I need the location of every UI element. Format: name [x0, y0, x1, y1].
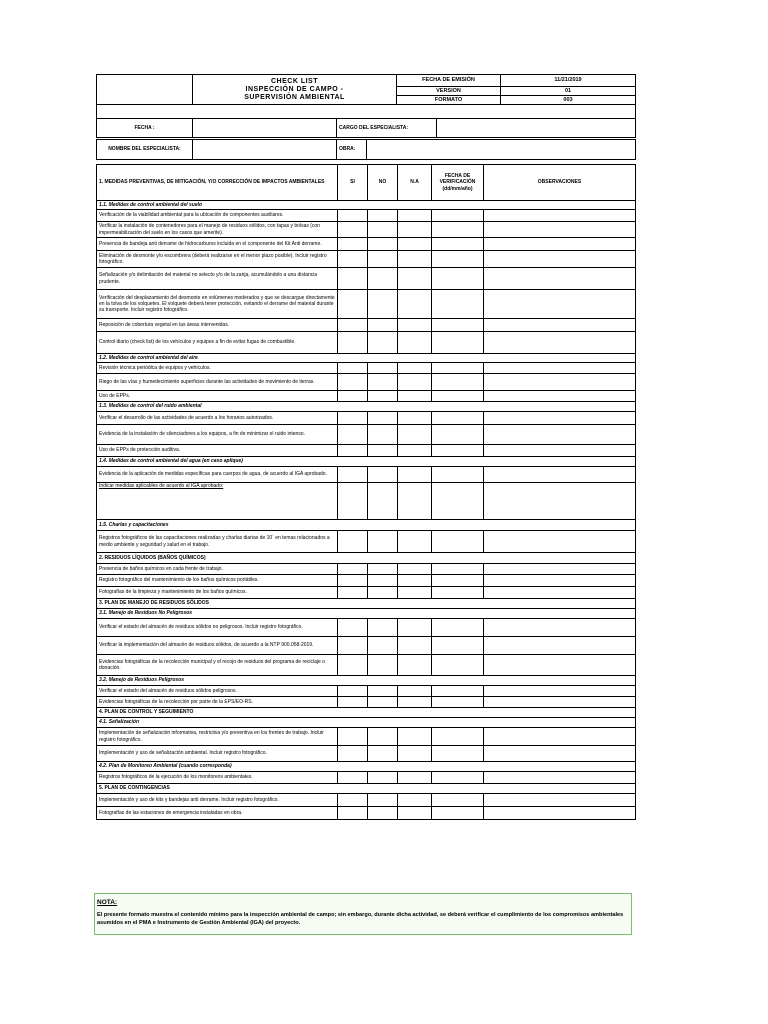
si-cell[interactable] — [338, 238, 368, 251]
checklist-item-label: Registro fotográfico del mantenimiento de los baños químicos portátiles. — [97, 575, 338, 587]
checklist-item-row — [97, 467, 636, 483]
na-cell[interactable] — [398, 332, 432, 354]
na-cell[interactable] — [398, 575, 432, 587]
checklist-item-label: Fotografías de las estaciones de emergencia instaladas en obra. — [97, 807, 338, 820]
fecha-cell[interactable] — [432, 697, 484, 708]
fecha-label: FECHA : — [97, 119, 193, 138]
checklist-item-label: Verificar el desarrollo de las actividades de acuerdo a los horarios autorizados. — [97, 412, 338, 425]
cargo-label: CARGO DEL ESPECIALISTA: — [337, 119, 437, 138]
fecha-cell[interactable] — [432, 794, 484, 807]
section-heading-row — [97, 708, 636, 718]
no-cell[interactable] — [368, 564, 398, 575]
checklist-item-row — [97, 332, 636, 354]
na-cell[interactable] — [398, 746, 432, 762]
column-fecha: FECHA DE VERIFICACIÓN (dd/mm/año) — [432, 165, 484, 201]
checklist-item-label: Uso de EPPs de protección auditiva. — [97, 445, 338, 457]
checklist-item-row — [97, 575, 636, 587]
si-cell[interactable] — [338, 412, 368, 425]
header-spacer — [97, 105, 636, 119]
section-heading: 4. PLAN DE CONTROL Y SEGUIMIENTO — [97, 708, 636, 718]
checklist-item-row — [97, 564, 636, 575]
no-cell[interactable] — [368, 222, 398, 238]
checklist-item-label: Señalización y/o delimitación del material no selecto y/o de la zanja, acumulándolo a una distancia prudente. — [97, 268, 338, 290]
si-cell[interactable] — [338, 655, 368, 676]
checklist-item-row — [97, 374, 636, 391]
na-cell[interactable] — [398, 374, 432, 391]
checklist-item-label: Control diario (check list) de los vehículos y equipos a fin de evitar fugas de combustible. — [97, 332, 338, 354]
observaciones-cell[interactable] — [484, 290, 636, 319]
no-cell[interactable] — [368, 746, 398, 762]
no-cell[interactable] — [368, 374, 398, 391]
checklist-item-row — [97, 619, 636, 637]
no-cell[interactable] — [368, 807, 398, 820]
section-heading-row — [97, 599, 636, 609]
subsection-heading: 1.4. Medidas de control ambiental del agua (en caso aplique) — [97, 457, 636, 467]
na-cell[interactable] — [398, 445, 432, 457]
subsection-heading-row — [97, 718, 636, 728]
subsection-heading-row — [97, 402, 636, 412]
no-cell[interactable] — [368, 587, 398, 599]
observaciones-cell[interactable] — [484, 772, 636, 784]
meta-label-emision: FECHA DE EMISIÓN — [397, 75, 501, 87]
observaciones-cell[interactable] — [484, 425, 636, 445]
si-cell[interactable] — [338, 210, 368, 222]
na-cell[interactable] — [398, 467, 432, 483]
subsection-heading-row — [97, 609, 636, 619]
checklist-item-label: Registros fotográficos de las capacitaciones realizadas y charlas diarias de 10´ en temas relacionados a medio ambiente y seguridad y salud en el trabajo. — [97, 531, 338, 553]
observaciones-cell[interactable] — [484, 210, 636, 222]
checklist-item-label: Indicar medidas aplicables de acuerdo al IGA aprobado: — [97, 483, 338, 520]
note-title: NOTA: — [97, 899, 118, 906]
checklist-item-label: Registros fotográficos de la ejecución de los monitoreos ambientales. — [97, 772, 338, 784]
si-cell[interactable] — [338, 794, 368, 807]
checklist-item-label: Reposición de cobertura vegetal en las áreas intervenidas. — [97, 319, 338, 332]
checklist-item-label: Presencia de bandeja anti derrame de hidrocarburos incluida en el componente del Kit Anti derrame. — [97, 238, 338, 251]
subsection-heading-row — [97, 676, 636, 686]
checklist-item-label: Verificar la instalación de contenedores para el manejo de residuos sólidos, con tapas y bolsas (con impermeabilización del suelo en los casos que amerite). — [97, 222, 338, 238]
no-cell[interactable] — [368, 412, 398, 425]
checklist-item-label: Evidencia de la aplicación de medidas específicas para cuerpos de agua, de acuerdo al IGA aprobado. — [97, 467, 338, 483]
checklist-item-row — [97, 531, 636, 553]
checklist-item-row — [97, 222, 636, 238]
si-cell[interactable] — [338, 531, 368, 553]
si-cell[interactable] — [338, 391, 368, 402]
subsection-heading: 1.5. Charlas y capacitaciones — [97, 520, 636, 531]
observaciones-cell[interactable] — [484, 619, 636, 637]
si-cell[interactable] — [338, 363, 368, 374]
meta-label-formato: FORMATO — [397, 96, 501, 105]
si-cell[interactable] — [338, 587, 368, 599]
observaciones-cell[interactable] — [484, 238, 636, 251]
observaciones-cell[interactable] — [484, 363, 636, 374]
observaciones-cell[interactable] — [484, 467, 636, 483]
checklist-item-label: Verificación del desplazamiento del desmonte en volúmenes moderados y que se descargue directamente en la tolva de los volquetes. El volquete deberá tener protección, evitando el derrame del material durante su transporte. Incluir registro fotográfico. — [97, 290, 338, 319]
checklist-item-row — [97, 290, 636, 319]
fecha-cell[interactable] — [432, 222, 484, 238]
na-cell[interactable] — [398, 697, 432, 708]
subsection-heading: 1.3. Medidas de control del ruido ambiental — [97, 402, 636, 412]
info-row-fecha — [96, 118, 636, 138]
si-cell[interactable] — [338, 637, 368, 655]
checklist-item-row — [97, 772, 636, 784]
subsection-heading-row — [97, 520, 636, 531]
fecha-cell[interactable] — [432, 575, 484, 587]
checklist-item-label: Eliminación de desmonte y/o escombrera (deberá realizarse en el menor plazo posible). Incluir registro fotográfico. — [97, 251, 338, 268]
column-no: NO — [368, 165, 398, 201]
subsection-heading-row — [97, 762, 636, 772]
observaciones-cell[interactable] — [484, 587, 636, 599]
subsection-heading: 1.1. Medidas de control ambiental del suelo — [97, 201, 636, 210]
subsection-heading: 1.2. Medidas de control ambiental del aire — [97, 354, 636, 363]
checklist-item-row — [97, 210, 636, 222]
checklist-item-row — [97, 268, 636, 290]
fecha-cell[interactable] — [432, 425, 484, 445]
checklist-item-row — [97, 728, 636, 746]
na-cell[interactable] — [398, 637, 432, 655]
fecha-cell[interactable] — [432, 467, 484, 483]
cargo-field[interactable] — [437, 119, 636, 138]
fecha-cell[interactable] — [432, 483, 484, 520]
no-cell[interactable] — [368, 697, 398, 708]
si-cell[interactable] — [338, 290, 368, 319]
fecha-cell[interactable] — [432, 619, 484, 637]
no-cell[interactable] — [368, 391, 398, 402]
si-cell[interactable] — [338, 445, 368, 457]
checklist-item-row — [97, 794, 636, 807]
na-cell[interactable] — [398, 363, 432, 374]
column-na: N.A — [398, 165, 432, 201]
si-cell[interactable] — [338, 575, 368, 587]
si-cell[interactable] — [338, 746, 368, 762]
no-cell[interactable] — [368, 290, 398, 319]
fecha-cell[interactable] — [432, 412, 484, 425]
no-cell[interactable] — [368, 794, 398, 807]
observaciones-cell[interactable] — [484, 746, 636, 762]
checklist-item-row — [97, 363, 636, 374]
checklist-item-row — [97, 746, 636, 762]
si-cell[interactable] — [338, 251, 368, 268]
fecha-cell[interactable] — [432, 374, 484, 391]
na-cell[interactable] — [398, 794, 432, 807]
column-header-row — [97, 165, 636, 201]
observaciones-cell[interactable] — [484, 531, 636, 553]
observaciones-cell[interactable] — [484, 319, 636, 332]
no-cell[interactable] — [368, 575, 398, 587]
title-line-2: INSPECCIÓN DE CAMPO - — [245, 85, 344, 93]
subsection-heading: 3.2. Manejo de Residuos Peligrosos — [97, 676, 636, 686]
no-cell[interactable] — [368, 483, 398, 520]
meta-value-emision: 11/21/2019 — [501, 75, 636, 87]
si-cell[interactable] — [338, 728, 368, 746]
fecha-cell[interactable] — [432, 728, 484, 746]
document-title — [193, 75, 397, 105]
checklist-table — [96, 164, 636, 820]
fecha-field[interactable] — [193, 119, 337, 138]
section-heading: 5. PLAN DE CONTINGENCIAS — [97, 784, 636, 794]
checklist-item-label: Verificar el estado del almacén de residuos sólidos no peligrosos. Incluir registro fotográfico. — [97, 619, 338, 637]
note-box — [94, 893, 632, 935]
checklist-item-row — [97, 655, 636, 676]
observaciones-cell[interactable] — [484, 251, 636, 268]
checklist-item-row — [97, 412, 636, 425]
fecha-cell[interactable] — [432, 772, 484, 784]
na-cell[interactable] — [398, 807, 432, 820]
checklist-item-row — [97, 425, 636, 445]
na-cell[interactable] — [398, 772, 432, 784]
observaciones-cell[interactable] — [484, 483, 636, 520]
section-heading: 3. PLAN DE MANEJO DE RESIDUOS SÓLIDOS — [97, 599, 636, 609]
meta-value-version: 01 — [501, 87, 636, 96]
na-cell[interactable] — [398, 483, 432, 520]
fecha-cell[interactable] — [432, 238, 484, 251]
observaciones-cell[interactable] — [484, 564, 636, 575]
note-body: El presente formato muestra el contenido mínimo para la inspección ambiental de campo; sin embargo, durante dicha actividad, se deberá verificar el cumplimiento de los compromisos ambientales asumidos en el PMA e Instrumento de Gestión Ambiental (IGA) del proyecto. — [97, 912, 624, 926]
checklist-item-row — [97, 483, 636, 520]
fecha-cell[interactable] — [432, 391, 484, 402]
no-cell[interactable] — [368, 655, 398, 676]
na-cell[interactable] — [398, 619, 432, 637]
observaciones-cell[interactable] — [484, 794, 636, 807]
na-cell[interactable] — [398, 222, 432, 238]
checklist-item-row — [97, 587, 636, 599]
na-cell[interactable] — [398, 238, 432, 251]
section-heading: 2. RESIDUOS LÍQUIDOS (BAÑOS QUÍMICOS) — [97, 553, 636, 564]
column-title: 1. MEDIDAS PREVENTIVAS, DE MITIGACIÓN, Y/O CORRECCIÓN DE IMPACTOS AMBIENTALES — [97, 165, 338, 201]
no-cell[interactable] — [368, 332, 398, 354]
info-row-nombre — [96, 139, 636, 160]
fecha-cell[interactable] — [432, 531, 484, 553]
fecha-cell[interactable] — [432, 290, 484, 319]
fecha-cell[interactable] — [432, 807, 484, 820]
fecha-cell[interactable] — [432, 268, 484, 290]
checklist-item-label: Evidencias fotográficas de la recolección por parte de la EPS/EO-RS. — [97, 697, 338, 708]
no-cell[interactable] — [368, 319, 398, 332]
fecha-cell[interactable] — [432, 251, 484, 268]
si-cell[interactable] — [338, 332, 368, 354]
title-line-1: CHECK LIST — [271, 77, 318, 85]
checklist-item-label: Uso de EPPs. — [97, 391, 338, 402]
observaciones-cell[interactable] — [484, 728, 636, 746]
si-cell[interactable] — [338, 807, 368, 820]
checklist-item-label: Presencia de baños químicos en cada frente de trabajo. — [97, 564, 338, 575]
no-cell[interactable] — [368, 467, 398, 483]
na-cell[interactable] — [398, 412, 432, 425]
fecha-cell[interactable] — [432, 445, 484, 457]
observaciones-cell[interactable] — [484, 412, 636, 425]
subsection-heading-row — [97, 354, 636, 363]
observaciones-cell[interactable] — [484, 637, 636, 655]
no-cell[interactable] — [368, 425, 398, 445]
subsection-heading-row — [97, 457, 636, 467]
na-cell[interactable] — [398, 319, 432, 332]
meta-label-version: VERSION — [397, 87, 501, 96]
si-cell[interactable] — [338, 697, 368, 708]
observaciones-cell[interactable] — [484, 374, 636, 391]
na-cell[interactable] — [398, 564, 432, 575]
na-cell[interactable] — [398, 290, 432, 319]
fecha-cell[interactable] — [432, 637, 484, 655]
section-heading-row — [97, 784, 636, 794]
checklist-item-label: Fotografías de la limpieza y mantenimiento de los baños químicos. — [97, 587, 338, 599]
column-si: SI — [338, 165, 368, 201]
observaciones-cell[interactable] — [484, 268, 636, 290]
na-cell[interactable] — [398, 391, 432, 402]
si-cell[interactable] — [338, 374, 368, 391]
observaciones-cell[interactable] — [484, 391, 636, 402]
fecha-cell[interactable] — [432, 210, 484, 222]
fecha-cell[interactable] — [432, 746, 484, 762]
observaciones-cell[interactable] — [484, 655, 636, 676]
no-cell[interactable] — [368, 728, 398, 746]
no-cell[interactable] — [368, 531, 398, 553]
checklist-item-row — [97, 637, 636, 655]
observaciones-cell[interactable] — [484, 332, 636, 354]
subsection-heading: 4.2. Plan de Monitoreo Ambiental (cuando corresponda) — [97, 762, 636, 772]
section-heading-row — [97, 553, 636, 564]
checklist-item-label: Implementación y uso de señalización ambiental. Incluir registro fotográfico. — [97, 746, 338, 762]
checklist-item-label: Verificar el estado del almacén de residuos sólidos peligrosos. — [97, 686, 338, 697]
observaciones-cell[interactable] — [484, 222, 636, 238]
subsection-heading: 3.1. Manejo de Residuos No Peligrosos — [97, 609, 636, 619]
observaciones-cell[interactable] — [484, 807, 636, 820]
checklist-item-row — [97, 686, 636, 697]
subsection-heading-row — [97, 201, 636, 210]
si-cell[interactable] — [338, 425, 368, 445]
si-cell[interactable] — [338, 222, 368, 238]
observaciones-cell[interactable] — [484, 575, 636, 587]
no-cell[interactable] — [368, 210, 398, 222]
na-cell[interactable] — [398, 425, 432, 445]
subsection-heading: 4.1. Señalización — [97, 718, 636, 728]
fecha-cell[interactable] — [432, 564, 484, 575]
fecha-cell[interactable] — [432, 655, 484, 676]
no-cell[interactable] — [368, 445, 398, 457]
checklist-item-label: Verificación de la viabilidad ambiental para la ubicación de componentes auxiliares. — [97, 210, 338, 222]
checklist-item-label: Evidencia de la instalación de silenciadores a los equipos, a fin de minimizar el ruido intenso. — [97, 425, 338, 445]
nombre-field[interactable] — [193, 140, 337, 160]
no-cell[interactable] — [368, 686, 398, 697]
na-cell[interactable] — [398, 268, 432, 290]
observaciones-cell[interactable] — [484, 445, 636, 457]
obra-field[interactable] — [367, 140, 636, 160]
fecha-cell[interactable] — [432, 363, 484, 374]
si-cell[interactable] — [338, 619, 368, 637]
fecha-cell[interactable] — [432, 686, 484, 697]
si-cell[interactable] — [338, 319, 368, 332]
si-cell[interactable] — [338, 686, 368, 697]
no-cell[interactable] — [368, 637, 398, 655]
checklist-item-row — [97, 445, 636, 457]
fecha-cell[interactable] — [432, 587, 484, 599]
si-cell[interactable] — [338, 467, 368, 483]
si-cell[interactable] — [338, 564, 368, 575]
checklist-item-label: Riego de las vías y humedecimiento superficies durante las actividades de movimiento de tierras. — [97, 374, 338, 391]
document-header — [96, 74, 636, 119]
checklist-item-row — [97, 251, 636, 268]
no-cell[interactable] — [368, 238, 398, 251]
si-cell[interactable] — [338, 772, 368, 784]
na-cell[interactable] — [398, 251, 432, 268]
checklist-item-row — [97, 319, 636, 332]
nombre-label: NOMBRE DEL ESPECIALISTA: — [97, 140, 193, 160]
na-cell[interactable] — [398, 531, 432, 553]
checklist-item-row — [97, 697, 636, 708]
observaciones-cell[interactable] — [484, 697, 636, 708]
observaciones-cell[interactable] — [484, 686, 636, 697]
checklist-item-row — [97, 391, 636, 402]
na-cell[interactable] — [398, 686, 432, 697]
na-cell[interactable] — [398, 728, 432, 746]
checklist-item-label: Verificar la implementación del almacén de residuos sólidos, de acuerdo a la NTP 900.058-2019. — [97, 637, 338, 655]
obra-label: OBRA: — [337, 140, 367, 160]
no-cell[interactable] — [368, 619, 398, 637]
checklist-item-row — [97, 807, 636, 820]
fecha-cell[interactable] — [432, 332, 484, 354]
checklist-item-label: Evidencias fotográficas de la recolección municipal y el recojo de residuos del programa de reciclaje o donación. — [97, 655, 338, 676]
na-cell[interactable] — [398, 210, 432, 222]
no-cell[interactable] — [368, 772, 398, 784]
logo-area — [97, 75, 193, 105]
column-observaciones: OBSERVACIONES — [484, 165, 636, 201]
fecha-cell[interactable] — [432, 319, 484, 332]
si-cell[interactable] — [338, 268, 368, 290]
checklist-item-label: Implementación y uso de kits y bandejas anti derrame. Incluir registro fotográfico. — [97, 794, 338, 807]
si-cell[interactable] — [338, 483, 368, 520]
checklist-item-label: Implementación de señalización informativa, restrictiva y/o preventiva en los frentes de trabajo. Incluir registro fotográfico. — [97, 728, 338, 746]
na-cell[interactable] — [398, 587, 432, 599]
meta-value-formato: 003 — [501, 96, 636, 105]
no-cell[interactable] — [368, 363, 398, 374]
title-line-3: SUPERVISIÓN AMBIENTAL — [244, 93, 345, 101]
checklist-item-label: Revisión técnica periódica de equipos y vehículos. — [97, 363, 338, 374]
no-cell[interactable] — [368, 251, 398, 268]
checklist-item-row — [97, 238, 636, 251]
na-cell[interactable] — [398, 655, 432, 676]
no-cell[interactable] — [368, 268, 398, 290]
